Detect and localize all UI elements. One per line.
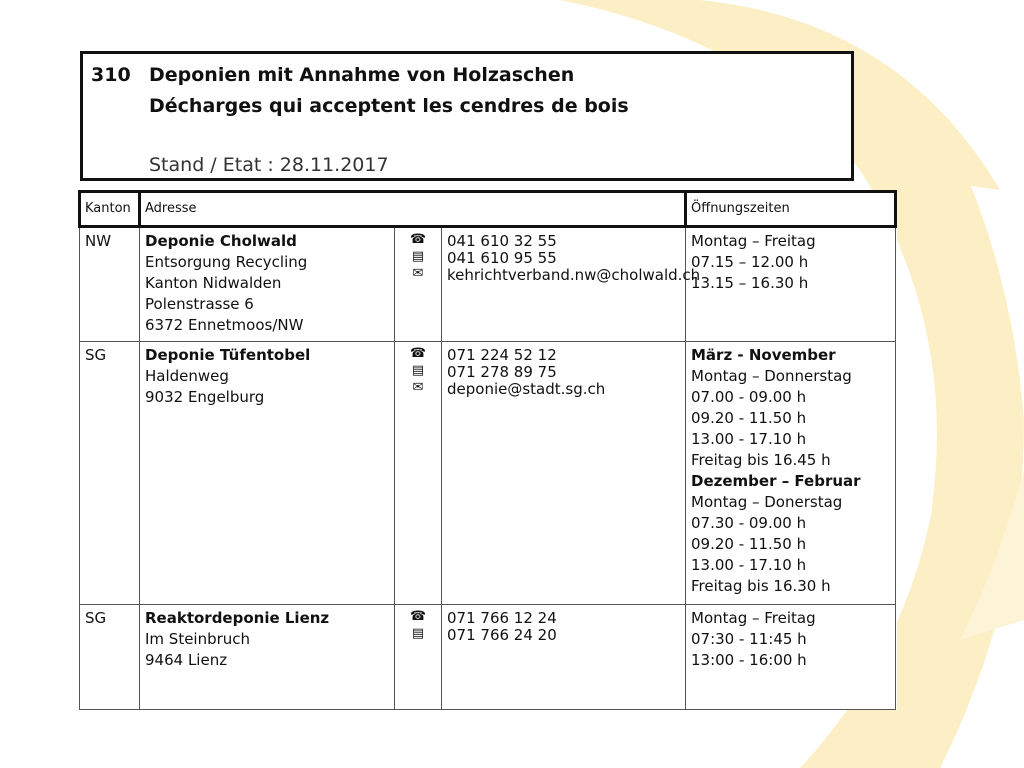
fax-icon: ▤ [411,249,425,264]
hours-line: 09.20 - 11.50 h [691,409,807,427]
hours-line: 13.00 - 17.10 h [691,430,807,448]
contact-icons-cell [395,605,442,710]
phone-icon: ☎ [409,609,427,624]
season-heading: Dezember – Februar [691,472,861,490]
opening-hours-cell [686,342,896,605]
phone-icon: ☎ [409,346,427,361]
hours-line: 09.20 - 11.50 h [691,535,807,553]
hours-line: Montag – Freitag [691,232,816,250]
table-row [80,227,896,342]
address-line: Haldenweg [145,367,229,385]
email-icon: ✉ [412,266,424,281]
fax-icon: ▤ [411,363,425,378]
opening-hours-cell [686,227,896,342]
landfill-name: Reaktordeponie Lienz [145,609,330,627]
phone-icon: ☎ [409,232,427,247]
column-header-oeffnungszeiten: Öffnungszeiten [686,192,896,227]
email-link[interactable]: deponie@stadt.sg.ch [447,380,606,398]
contact-icons-cell [395,342,442,605]
hours-line: Montag – Donnerstag [691,367,852,385]
contact-icons-cell [395,227,442,342]
address-line: 6372 Ennetmoos/NW [145,316,304,334]
address-line: Kanton Nidwalden [145,274,282,292]
address-cell [140,227,395,342]
address-line: Polenstrasse 6 [145,295,254,313]
address-line: 9464 Lienz [145,651,228,669]
kanton-cell: SG [80,342,140,605]
contact-values-cell [442,605,686,710]
phone-number: 071 766 12 24 [447,609,557,627]
fax-number: 041 610 95 55 [447,249,557,267]
column-header-adresse: Adresse [140,192,686,227]
address-cell [140,342,395,605]
table-row [80,605,896,710]
address-cell [140,605,395,710]
kanton-cell: NW [80,227,140,342]
hours-line: Freitag bis 16.30 h [691,577,831,595]
landfill-table [78,190,897,710]
title-german: Deponien mit Annahme von Holzaschen [149,64,575,86]
hours-line: 07:30 - 11:45 h [691,630,807,648]
hours-line: 07.00 - 09.00 h [691,388,807,406]
landfill-name: Deponie Tüfentobel [145,346,311,364]
hours-line: 13.00 - 17.10 h [691,556,807,574]
section-header [80,51,854,181]
fax-number: 071 278 89 75 [447,363,557,381]
hours-line: 07.15 – 12.00 h [691,253,809,271]
address-line: Im Steinbruch [145,630,251,648]
phone-number: 071 224 52 12 [447,346,557,364]
landfill-name: Deponie Cholwald [145,232,297,250]
section-number: 310 [91,64,131,86]
opening-hours-cell [686,605,896,710]
contact-values-cell [442,342,686,605]
email-link[interactable]: kehrichtverband.nw@cholwald.ch [447,266,701,284]
hours-line: Montag – Donerstag [691,493,843,511]
phone-number: 041 610 32 55 [447,232,557,250]
table-row [80,342,896,605]
title-french: Décharges qui acceptent les cendres de bois [149,95,629,117]
address-line: 9032 Engelburg [145,388,265,406]
hours-line: Freitag bis 16.45 h [691,451,831,469]
contact-values-cell [442,227,701,342]
fax-icon: ▤ [411,626,425,641]
fax-number: 071 766 24 20 [447,626,557,644]
kanton-cell: SG [80,605,140,710]
column-header-kanton: Kanton [80,192,140,227]
hours-line: 13:00 - 16:00 h [691,651,807,669]
stand-date: Stand / Etat : 28.11.2017 [149,154,389,176]
table-header-row [80,192,896,227]
address-line: Entsorgung Recycling [145,253,308,271]
hours-line: 07.30 - 09.00 h [691,514,807,532]
email-icon: ✉ [412,380,424,395]
hours-line: Montag – Freitag [691,609,816,627]
hours-line: 13.15 – 16.30 h [691,274,809,292]
season-heading: März - November [691,346,836,364]
